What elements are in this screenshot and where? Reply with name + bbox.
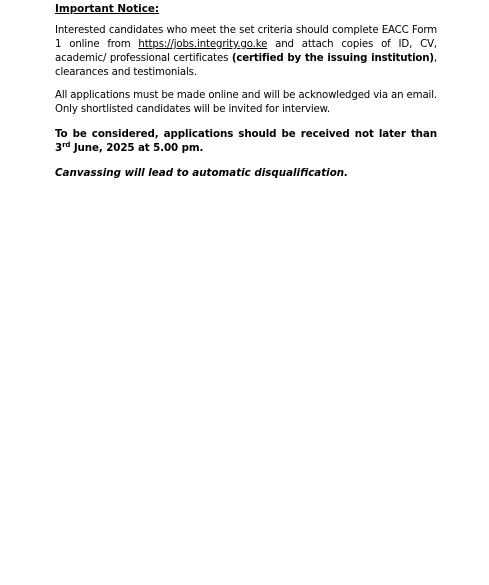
application-instructions (55, 24, 437, 80)
instructions-text-middle: and attach copies of ID, CV, academic/ professional certificates (55, 39, 437, 64)
deadline-text-start: To be considered, applications should be received not later than 3 (55, 128, 437, 154)
jobs-portal-link[interactable]: https://jobs.integrity.go.ke (138, 39, 268, 50)
deadline-text-end: June, 2025 at 5.00 pm. (70, 142, 204, 154)
canvassing-warning: Canvassing will lead to automatic disqualification. (55, 167, 349, 179)
application-deadline (55, 127, 437, 155)
deadline-ordinal-suffix: rd (62, 141, 71, 149)
notice-heading: Important Notice: (55, 3, 160, 15)
certification-requirement: (certified by the issuing institution) (231, 53, 434, 64)
instructions-text-end: , clearances and testimonials. (55, 53, 437, 78)
online-application-note: All applications must be made online and will be acknowledged via an email. Only shortlisted candidates will be invited for interview. (55, 90, 437, 115)
instructions-text-start: Interested candidates who meet the set criteria should complete EACC Form 1 online from (55, 25, 437, 50)
notice-section (55, 2, 437, 180)
